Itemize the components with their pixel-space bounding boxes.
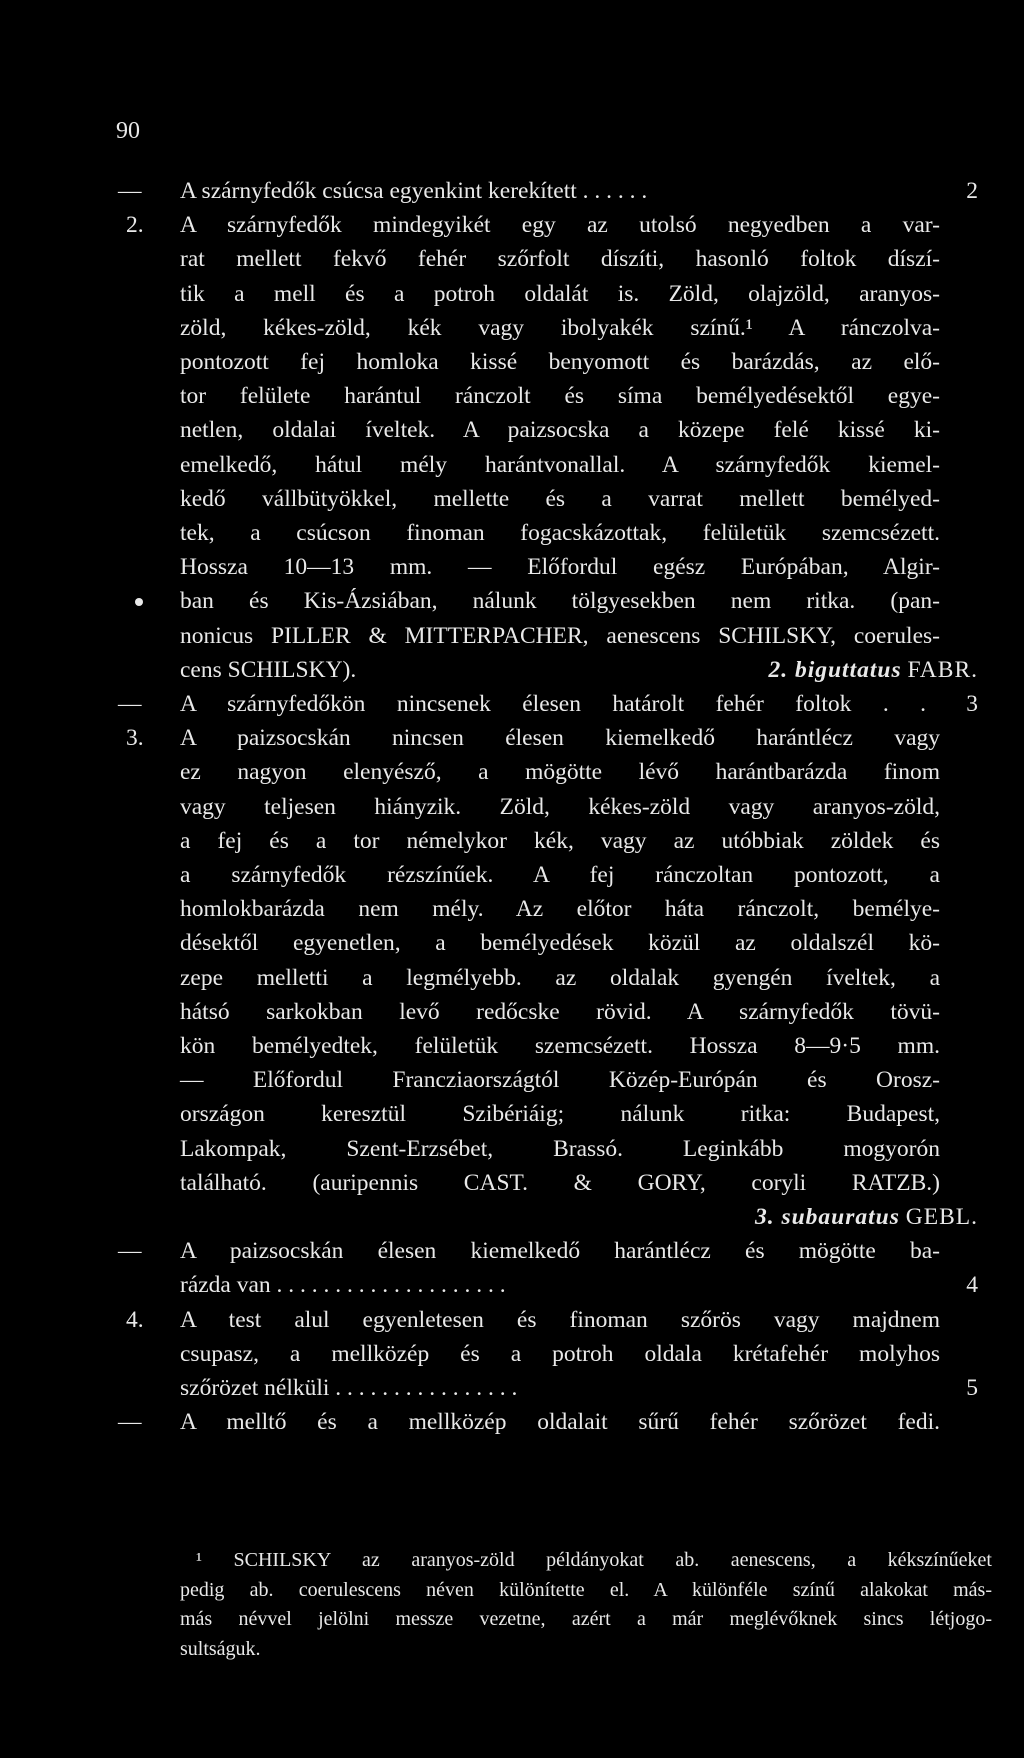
text-line [180, 1339, 940, 1369]
line-text: hátsó sarkokban levő redőcske rövid. A szárnyfedők tövü- [180, 999, 940, 1025]
line-text: Hossza 10—13 mm. — Előfordul egész Európában, Algir- [180, 554, 940, 580]
line-text: vagy teljesen hiányzik. Zöld, kékes-zöld vagy aranyos-zöld, [180, 794, 940, 820]
text-line [180, 1305, 940, 1335]
text-line [180, 1031, 940, 1061]
text-line [180, 347, 940, 377]
text-line [180, 826, 940, 856]
line-text: A melltő és a mellközép oldalait sűrű fehér szőrözet fedi. [180, 1409, 940, 1435]
line-text: A szárnyfedők mindegyikét egy az utolsó negyedben a var- [180, 212, 940, 238]
text-line [180, 621, 940, 651]
line-text: kön bemélyedtek, felületük szemcsézett. Hossza 8—9·5 mm. [180, 1033, 940, 1059]
line-text: nonicus PILLER & MITTERPACHER, aenescens SCHILSKY, coerules- [180, 623, 940, 649]
key-marker: — [118, 691, 142, 717]
key-reference-number: 3 [966, 691, 978, 717]
text-line [180, 928, 940, 958]
line-text: — Előfordul Francziaországtól Közép-Európán és Orosz- [180, 1067, 940, 1093]
text-line [180, 1236, 940, 1266]
key-reference-number: 4 [966, 1272, 978, 1298]
line-text: kedő vállbütyökkel, mellette és a varrat mellett bemélyed- [180, 486, 940, 512]
text-line [180, 176, 926, 206]
text-line [180, 1134, 940, 1164]
line-text: A paizsocskán nincsen élesen kiemelkedő harántlécz vagy [180, 725, 940, 751]
key-reference-number: 5 [966, 1375, 978, 1401]
line-text: pontozott fej homloka kissé benyomott és barázdás, az elő- [180, 349, 940, 375]
line-text: tek, a csúcson finoman fogacskázottak, felületük szemcsézett. [180, 520, 940, 546]
text-line [180, 1065, 940, 1095]
text-line [180, 1168, 940, 1198]
text-line [180, 894, 940, 924]
text-line [180, 792, 940, 822]
text-line [180, 1099, 940, 1129]
text-line [180, 997, 940, 1027]
ink-spot [135, 598, 143, 606]
text-line [180, 1373, 926, 1403]
line-text: cens SCHILSKY). [180, 657, 357, 683]
key-marker: 3. [126, 725, 144, 751]
species-name: 2. biguttatus [768, 657, 902, 683]
key-marker: — [118, 1238, 142, 1264]
species-heading [755, 1202, 978, 1232]
line-text: ez nagyon elenyésző, a mögötte lévő harántbarázda finom [180, 759, 940, 785]
text-line [180, 757, 940, 787]
text-line [180, 552, 940, 582]
text-line [180, 313, 940, 343]
footnote-line: más névvel jelölni messze vezetne, azért a már meglévőknek sincs létjogo- [180, 1608, 992, 1630]
line-text: emelkedő, hátul mély harántvonallal. A szárnyfedők kiemel- [180, 452, 940, 478]
text-line [180, 415, 940, 445]
line-text: A test alul egyenletesen és finoman szőrös vagy majdnem [180, 1307, 940, 1333]
line-text: csupasz, a mellközép és a potroh oldala krétafehér molyhos [180, 1341, 940, 1367]
text-line [180, 963, 940, 993]
text-line [180, 484, 940, 514]
page-number: 90 [116, 118, 140, 144]
footnote-line: ¹ SCHILSKY az aranyos-zöld példányokat ab. aenescens, a kékszínűeket [196, 1549, 992, 1571]
text-line [180, 381, 940, 411]
line-text: désektől egyenetlen, a bemélyedések közül az oldalszél kö- [180, 930, 940, 956]
key-reference-number: 2 [966, 178, 978, 204]
line-text: tik a mell és a potroh oldalát is. Zöld, olajzöld, aranyos- [180, 281, 940, 307]
species-heading [768, 655, 978, 685]
line-text: homlokbarázda nem mély. Az előtor háta ránczolt, bemélye- [180, 896, 940, 922]
line-text: a szárnyfedők rézszínűek. A fej ránczoltan pontozott, a [180, 862, 940, 888]
footnote-line: sultságuk. [180, 1638, 261, 1660]
text-line [180, 1407, 940, 1437]
key-marker: — [118, 1409, 142, 1435]
key-marker: 2. [126, 212, 144, 238]
line-text: A szárnyfedők csúcsa egyenkint kerekített . . . . . . [180, 178, 648, 204]
text-line [180, 860, 940, 890]
line-text: szőrözet nélküli . . . . . . . . . . . . . . . . [180, 1375, 518, 1401]
line-text: a fej és a tor némelykor kék, vagy az utóbbiak zöldek és [180, 828, 940, 854]
line-text: rázda van . . . . . . . . . . . . . . . . . . . . [180, 1272, 506, 1298]
line-text: A szárnyfedőkön nincsenek élesen határolt fehér foltok . . [180, 691, 926, 717]
text-line [180, 518, 940, 548]
text-line [180, 586, 940, 616]
line-text: zepe melletti a legmélyebb. az oldalak gyengén íveltek, a [180, 965, 940, 991]
footnote-line: pedig ab. coerulescens néven különítette el. A különféle színű alakokat más- [180, 1579, 992, 1601]
species-author: FABR. [907, 657, 978, 683]
key-marker: 4. [126, 1307, 144, 1333]
species-name: 3. subauratus [754, 1204, 900, 1230]
line-text: található. (auripennis CAST. & GORY, coryli RATZB.) [180, 1170, 940, 1196]
text-line [180, 244, 940, 274]
line-text: tor felülete harántul ránczolt és síma bemélyedésektől egye- [180, 383, 940, 409]
text-line [180, 1270, 926, 1300]
line-text: zöld, kékes-zöld, kék vagy ibolyakék színű.¹ A ránczolva- [180, 315, 940, 341]
text-line [180, 723, 940, 753]
line-text: netlen, oldalai íveltek. A paizsocska a közepe felé kissé ki- [180, 417, 940, 443]
line-text: országon keresztül Szibériáig; nálunk ritka: Budapest, [180, 1101, 940, 1127]
key-marker: — [118, 178, 142, 204]
line-text: A paizsocskán élesen kiemelkedő harántlécz és mögötte ba- [180, 1238, 940, 1264]
line-text: ban és Kis-Ázsiában, nálunk tölgyesekben nem ritka. (pan- [180, 588, 940, 614]
text-line [180, 689, 926, 719]
text-line [180, 450, 940, 480]
species-author: GEBL. [905, 1204, 978, 1230]
text-line [180, 210, 940, 240]
text-line [180, 279, 940, 309]
line-text: rat mellett fekvő fehér szőrfolt díszíti, hasonló foltok díszí- [180, 246, 940, 272]
line-text: Lakompak, Szent-Erzsébet, Brassó. Leginkább mogyorón [180, 1136, 940, 1162]
